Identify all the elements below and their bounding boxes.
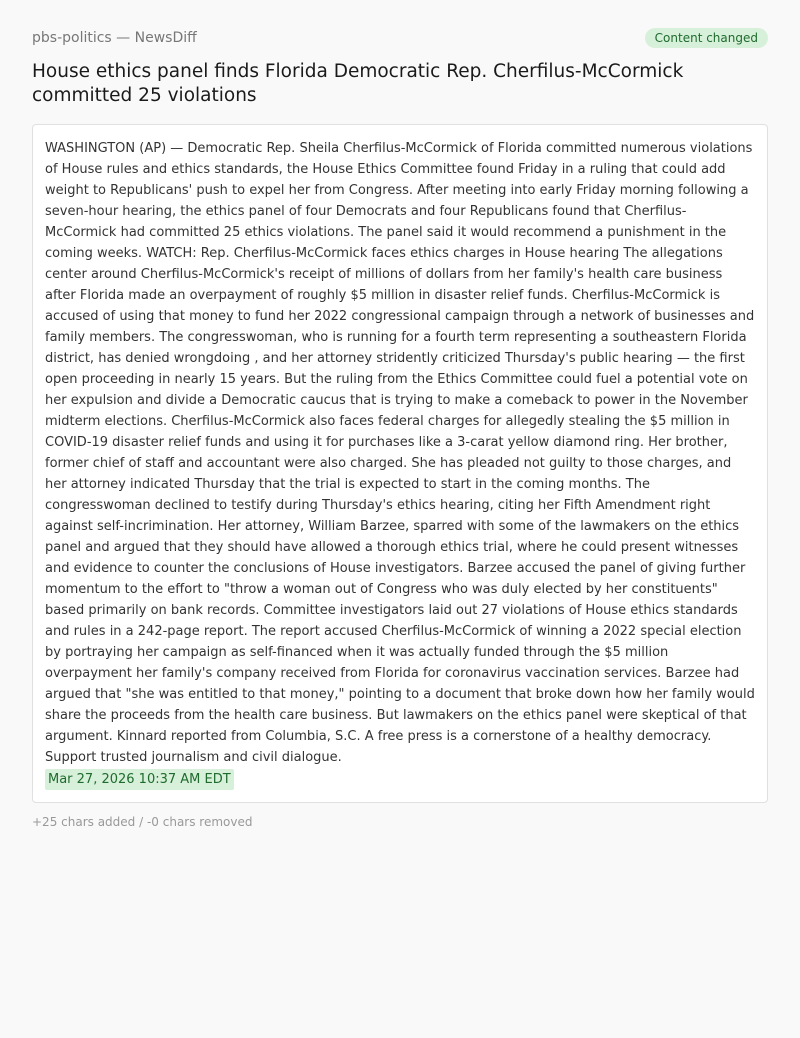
page-container (32, 26, 768, 830)
article-body: WASHINGTON (AP) — Democratic Rep. Sheila Cherfilus-McCormick of Florida committed numerous violations of House rules and ethics standards, the House Ethics Committee found Friday in a ruling that could add weight to Republicans' push to expel her from Congress. After meeting into early Friday morning following a seven-hour hearing, the ethics panel of four Democrats and four Republicans found that Cherfilus-McCormick had committed 25 ethics violations. The panel said it would recommend a punishment in the coming weeks. WATCH: Rep. Cherfilus-McCormick faces ethics charges in House hearing The allegations center around Cherfilus-McCormick's receipt of millions of dollars from her family's health care business after Florida made an overpayment of roughly $5 million in disaster relief funds. Cherfilus-McCormick is accused of using that money to fund her 2022 congressional campaign through a network of businesses and family members. The congresswoman, who is running for a fourth term representing a southeastern Florida district, has denied wrongdoing , and her attorney stridently criticized Thursday's public hearing — the first open proceeding in nearly 15 years. But the ruling from the Ethics Committee could fuel a potential vote on her expulsion and divide a Democratic caucus that is trying to make a comeback to power in the November midterm elections. Cherfilus-McCormick also faces federal charges for allegedly stealing the $5 million in COVID-19 disaster relief funds and using it for purchases like a 3-carat yellow diamond ring. Her brother, former chief of staff and accountant were also charged. She has pleaded not guilty to those charges, and her attorney indicated Thursday that the trial is expected to start in the coming months. The congresswoman declined to testify during Thursday's ethics hearing, citing her Fifth Amendment right against self-incrimination. Her attorney, William Barzee, sparred with some of the lawmakers on the ethics panel and argued that they should have allowed a thorough ethics trial, where he could present witnesses and evidence to counter the conclusions of House investigators. Barzee accused the panel of giving further momentum to the effort to "throw a woman out of Congress who was duly elected by her constituents" based primarily on bank records. Committee investigators laid out 27 violations of House ethics standards and rules in a 242-page report. The report accused Cherfilus-McCormick of winning a 2022 special election by portraying her campaign as self-financed when it was actually funded through the $5 million overpayment her family's company received from Florida for coronavirus vaccination services. Barzee had argued that "she was entitled to that money," pointing to a document that broke down how her family would share the proceeds from the health care business. But lawmakers on the ethics panel were skeptical of that argument. Kinnard reported from Columbia, S.C. A free press is a cornerstone of a healthy democracy. Support trusted journalism and civil dialogue. (45, 141, 755, 765)
article-card (32, 124, 768, 803)
header (32, 26, 768, 50)
status-badge: Content changed (645, 28, 768, 48)
added-text-highlight: Mar 27, 2026 10:37 AM EDT (45, 769, 234, 790)
article-title: House ethics panel finds Florida Democratic Rep. Cherfilus-McCormick committed 25 violations (32, 61, 684, 106)
source-label: pbs-politics — NewsDiff (32, 30, 197, 46)
diff-stats: +25 chars added / -0 chars removed (32, 815, 253, 829)
